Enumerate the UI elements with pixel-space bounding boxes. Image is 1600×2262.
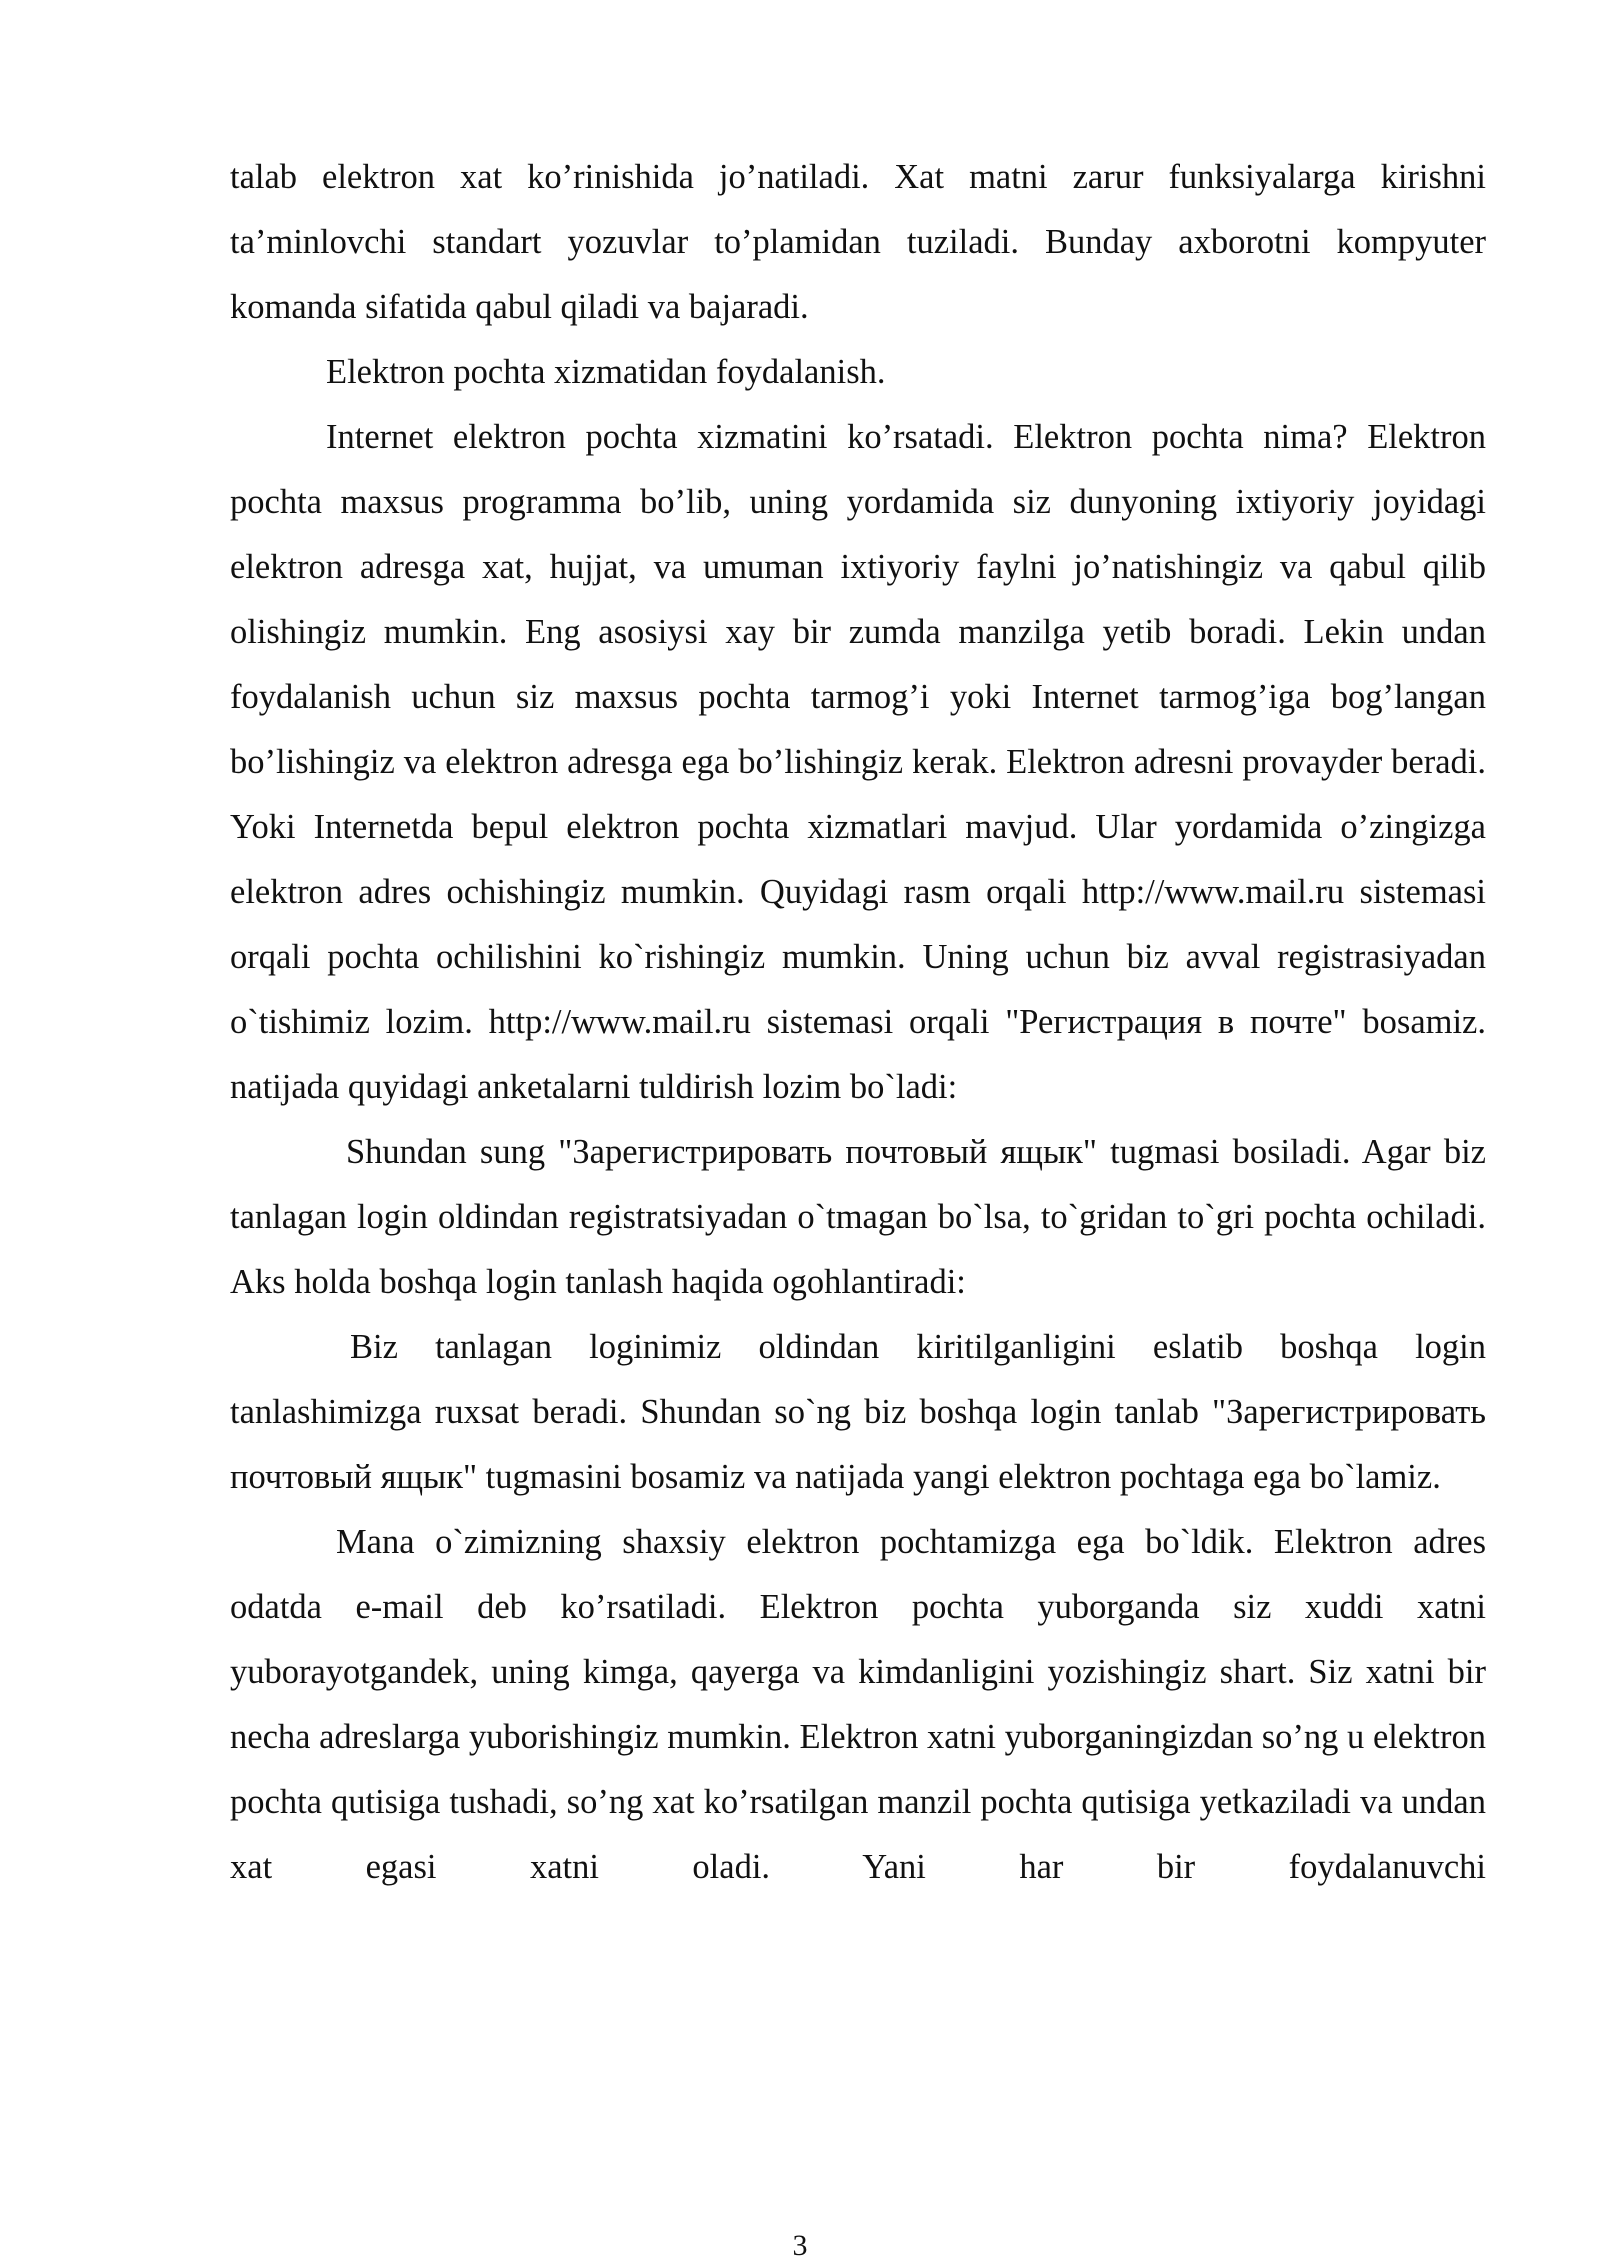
page-number: 3 xyxy=(792,2229,808,2262)
paragraph-login-warning: Biz tanlagan loginimiz oldindan kiritilganligini eslatib boshqa login tanlashimizga ruxsat beradi. Shundan so`ng biz boshqa login tanlab "Зарегистрировать почтовый ящык" tugmasini bosamiz va natijada yangi elektron pochtaga ega bo`lamiz. xyxy=(230,1328,1486,1496)
paragraph-continuation: talab elektron xat ko’rinishida jo’natiladi. Xat matni zarur funksiyalarga kirishni ta’minlovchi standart yozuvlar to’plamidan tuziladi. Bunday axborotni kompyuter komanda sifatida qabul qiladi va bajaradi. xyxy=(230,158,1486,326)
paragraph-register-button: Shundan sung "Зарегистрировать почтовый ящык" tugmasi bosiladi. Agar biz tanlagan login oldindan registratsiyadan o`tmagan bo`lsa, to`gridan to`gri pochta ochiladi. Aks holda boshqa login tanlash haqida ogohlantiradi: xyxy=(230,1133,1486,1301)
section-heading: Elektron pochta xizmatidan foydalanish. xyxy=(326,353,886,391)
body-text xyxy=(230,145,1486,1900)
paragraph-email-intro: Internet elektron pochta xizmatini ko’rsatadi. Elektron pochta nima? Elektron pochta maxsus programma bo’lib, uning yordamida siz dunyoning ixtiyoriy joyidagi elektron adresga xat, hujjat, va umuman ixtiyoriy faylni jo’natishingiz va qabul qilib olishingiz mumkin. Eng asosiysi xay bir zumda manzilga yetib boradi. Lekin undan foydalanish uchun siz maxsus pochta tarmog’i yoki Internet tarmog’iga bog’langan bo’lishingiz va elektron adresga ega bo’lishingiz kerak. Elektron adresni provayder beradi. Yoki Internetda bepul elektron pochta xizmatlari mavjud. Ular yordamida o’zingizga elektron adres ochishingiz mumkin. Quyidagi rasm orqali http://www.mail.ru sistemasi orqali pochta ochilishini ko`rishingiz mumkin. Uning uchun biz avval registrasiyadan o`tishimiz lozim. http://www.mail.ru sistemasi orqali "Регистрация в почте" bosamiz. natijada quyidagi anketalarni tuldirish lozim bo`ladi: xyxy=(230,418,1486,1106)
paragraph-email-address: Mana o`zimizning shaxsiy elektron pochtamizga ega bo`ldik. Elektron adres odatda e-mail deb ko’rsatiladi. Elektron pochta yuborganda siz xuddi xatni yuborayotgandek, uning kimga, qayerga va kimdanligini yozishingiz shart. Siz xatni bir necha adreslarga yuborishingiz mumkin. Elektron xatni yuborganingizdan so’ng u elektron pochta qutisiga tushadi, so’ng xat ko’rsatilgan manzil pochta qutisiga yetkaziladi va undan xat egasi xatni oladi. Yani har bir foydalanuvchi xyxy=(230,1523,1486,1886)
